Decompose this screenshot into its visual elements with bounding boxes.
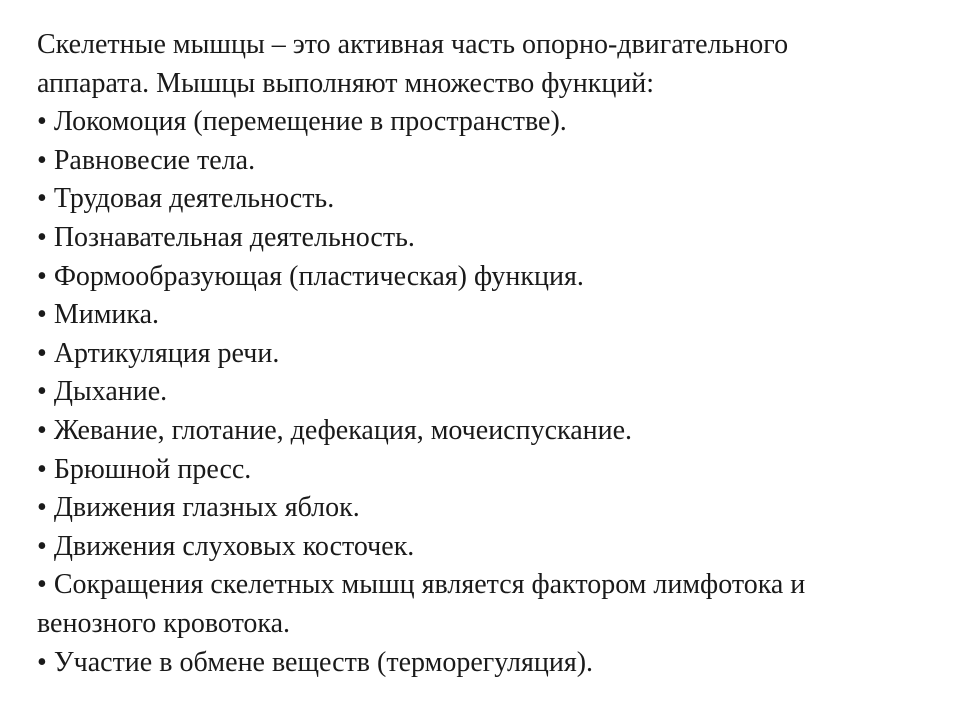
list-item <box>37 451 937 490</box>
list-item-continuation <box>37 605 937 644</box>
list-item <box>37 103 937 142</box>
list-item <box>37 142 937 181</box>
bullet-icon: • <box>37 144 47 176</box>
list-item-text: Познавательная деятельность. <box>53 221 415 253</box>
list-item-text: Сокращения скелетных мышц является фактором лимфотока и <box>53 569 806 601</box>
bullet-icon: • <box>37 221 47 253</box>
list-item-text: Формообразующая (пластическая) функция. <box>53 260 584 292</box>
bullet-icon: • <box>37 646 47 678</box>
list-item-text: Брюшной пресс. <box>53 453 252 485</box>
list-item <box>37 644 937 683</box>
list-item <box>37 335 937 374</box>
list-item-text: Дыхание. <box>53 376 168 408</box>
list-item <box>37 489 937 528</box>
bullet-icon: • <box>37 492 47 524</box>
list-item <box>37 258 937 297</box>
list-item-text: Артикуляция речи. <box>53 337 280 369</box>
bullet-icon: • <box>37 376 47 408</box>
bullet-icon: • <box>37 260 47 292</box>
bullet-icon: • <box>37 530 47 562</box>
list-item <box>37 296 937 335</box>
list-item-text: Локомоция (перемещение в пространстве). <box>53 106 567 138</box>
bullet-icon: • <box>37 337 47 369</box>
list-item <box>37 180 937 219</box>
intro-line-2: аппарата. Мышцы выполняют множество функций: <box>37 67 655 99</box>
function-list <box>37 103 937 682</box>
list-item-text: Жевание, глотание, дефекация, мочеиспускание. <box>53 414 633 446</box>
bullet-icon: • <box>37 299 47 331</box>
list-item <box>37 373 937 412</box>
slide-text-block <box>37 26 937 682</box>
list-item <box>37 412 937 451</box>
list-item <box>37 528 937 567</box>
bullet-icon: • <box>37 106 47 138</box>
list-item-text: венозного кровотока. <box>37 607 291 639</box>
list-item-text: Равновесие тела. <box>53 144 256 176</box>
list-item-text: Трудовая деятельность. <box>53 183 335 215</box>
intro-line-1: Скелетные мышцы – это активная часть опорно-двигательного <box>37 29 789 60</box>
list-item <box>37 219 937 258</box>
list-item-text: Движения глазных яблок. <box>53 492 360 524</box>
bullet-icon: • <box>37 453 47 485</box>
list-item-text: Участие в обмене веществ (терморегуляция). <box>53 646 594 678</box>
list-item-text: Мимика. <box>53 299 160 331</box>
bullet-icon: • <box>37 183 47 215</box>
list-item <box>37 566 937 605</box>
bullet-icon: • <box>37 414 47 446</box>
list-item-text: Движения слуховых косточек. <box>53 530 415 562</box>
bullet-icon: • <box>37 569 47 601</box>
